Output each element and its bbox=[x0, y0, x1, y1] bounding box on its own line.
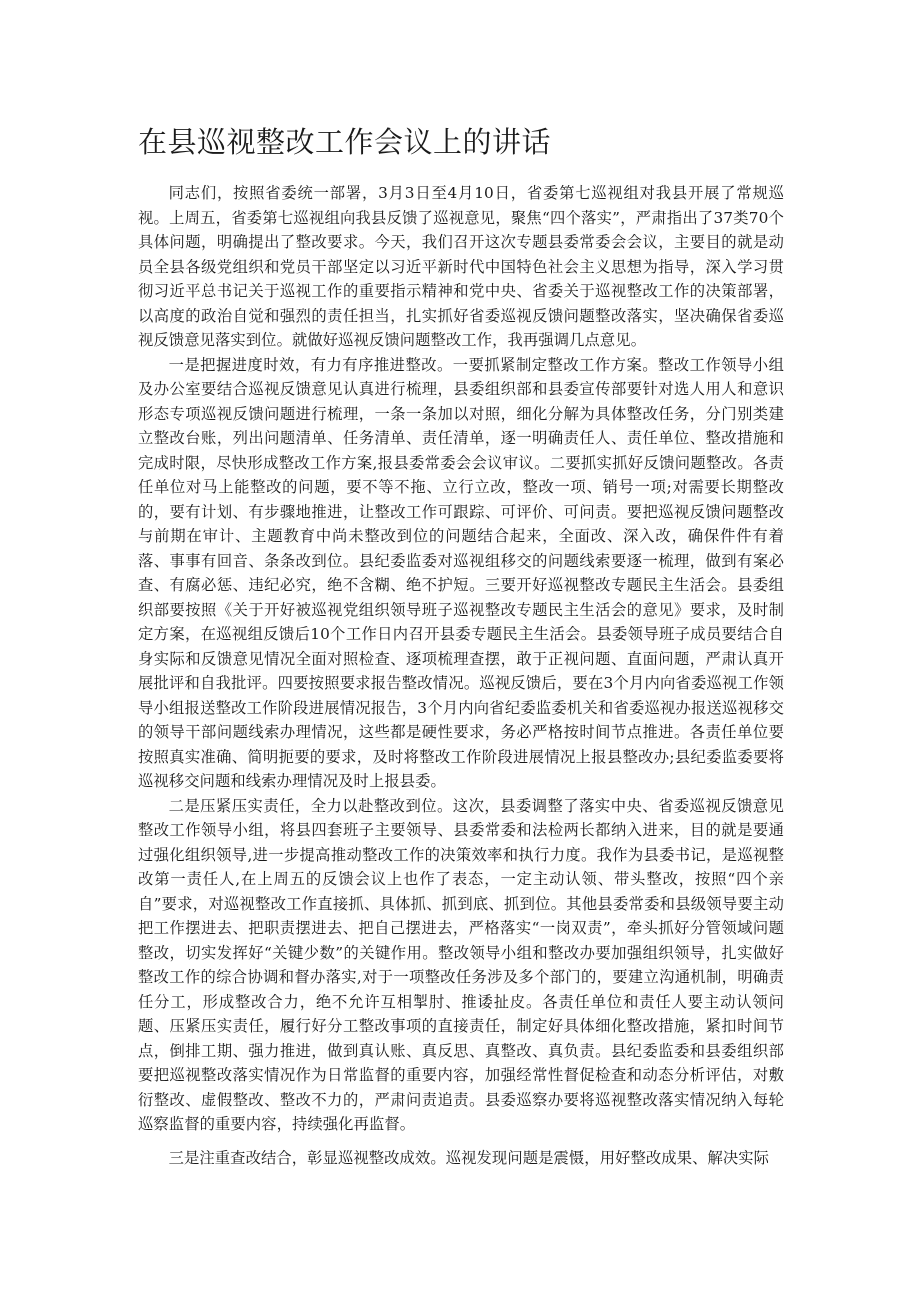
document-title: 在县巡视整改工作会议上的讲话 bbox=[138, 125, 552, 159]
paragraph-point-one: 一是把握进度时效，有力有序推进整改。一要抓紧制定整改工作方案。整改工作领导小组及办公室要结合巡视反馈意见认真进行梳理，县委组织部和县委宣传部要针对选人用人和意识形态专项巡视反馈问题进行梳理，一条一条加以对照，细化分解为具体整改任务，分门别类建立整改台账，列出问题清单、任务清单、责任清单，逐一明确责任人、责任单位、整改措施和完成时限，尽快形成整改工作方案,报县委常委会会议审议。二要抓实抓好反馈问题整改。各责任单位对马上能整改的问题，要不等不拖、立行立改，整改一项、销号一项;对需要长期整改的，要有计划、有步骤地推进，让整改工作可跟踪、可评价、可问责。要把巡视反馈问题整改与前期在审计、主题教育中尚未整改到位的问题结合起来，全面改、深入改，确保件件有着落、事事有回音、条条改到位。县纪委监委对巡视组移交的问题线索要逐一梳理，做到有案必查、有腐必惩、违纪必究，绝不含糊、绝不护短。三要开好巡视整改专题民主生活会。县委组织部要按照《关于开好被巡视党组织领导班子巡视整改专题民主生活会的意见》要求，及时制定方案，在巡视组反馈后10个工作日内召开县委专题民主生活会。县委领导班子成员要结合自身实际和反馈意见情况全面对照检查、逐项梳理查摆，敢于正视问题、直面问题，严肃认真开展批评和自我批评。四要按照要求报告整改情况。巡视反馈后，要在3个月内向省委巡视工作领导小组报送整改工作阶段进展情况报告，3个月内向省纪委监委机关和省委巡视办报送巡视移交的领导干部问题线索办理情况，这些都是硬性要求，务必严格按时间节点推进。各责任单位要按照真实准确、简明扼要的要求，及时将整改工作阶段进展情况上报县整改办;县纪委监委要将巡视移交问题和线索办理情况及时上报县委。 bbox=[138, 355, 784, 790]
document-page bbox=[138, 120, 784, 1170]
paragraph-intro: 同志们，按照省委统一部署，3月3日至4月10日，省委第七巡视组对我县开展了常规巡视。上周五，省委第七巡视组向我县反馈了巡视意见，聚焦“四个落实”，严肃指出了37类70个具体问题，明确提出了整改要求。今天，我们召开这次专题县委常委会会议，主要目的就是动员全县各级党组织和党员干部坚定以习近平新时代中国特色社会主义思想为指导，深入学习贯彻习近平总书记关于巡视工作的重要指示精神和党中央、省委关于巡视整改工作的决策部署，以高度的政治自觉和强烈的责任担当，扎实抓好省委巡视反馈问题整改落实，坚决确保省委巡视反馈意见落实到位。就做好巡视反馈问题整改工作，我再强调几点意见。 bbox=[138, 184, 784, 349]
paragraph-point-two: 二是压紧压实责任，全力以赴整改到位。这次，县委调整了落实中央、省委巡视反馈意见整改工作领导小组，将县四套班子主要领导、县委常委和法检两长都纳入进来，目的就是要通过强化组织领导,进一步提高推动整改工作的决策效率和执行力度。我作为县委书记，是巡视整改第一责任人,在上周五的反馈会议上也作了表态，一定主动认领、带头整改，按照“四个亲自”要求，对巡视整改工作直接抓、具体抓、抓到底、抓到位。其他县委常委和县级领导要主动把工作摆进去、把职责摆进去、把自己摆进去，严格落实“一岗双责”，牵头抓好分管领域问题整改，切实发挥好“关键少数”的关键作用。整改领导小组和整改办要加强组织领导，扎实做好整改工作的综合协调和督办落实,对于一项整改任务涉及多个部门的，要建立沟通机制，明确责任分工，形成整改合力，绝不允许互相掣肘、推诿扯皮。各责任单位和责任人要主动认领问题、压紧压实责任，履行好分工整改事项的直接责任，制定好具体细化整改措施，紧扣时间节点，倒排工期、强力推进，做到真认账、真反思、真整改、真负责。县纪委监委和县委组织部要把巡视整改落实情况作为日常监督的重要内容，加强经常性督促检查和动态分析评估，对敷衍整改、虚假整改、整改不力的，严肃问责追责。县委巡察办要将巡视整改落实情况纳入每轮巡察监督的重要内容，持续强化再监督。 bbox=[138, 796, 784, 1133]
paragraph-point-three: 三是注重查改结合，彰显巡视整改成效。巡视发现问题是震慑，用好整改成果、解决实际 bbox=[168, 1148, 770, 1167]
